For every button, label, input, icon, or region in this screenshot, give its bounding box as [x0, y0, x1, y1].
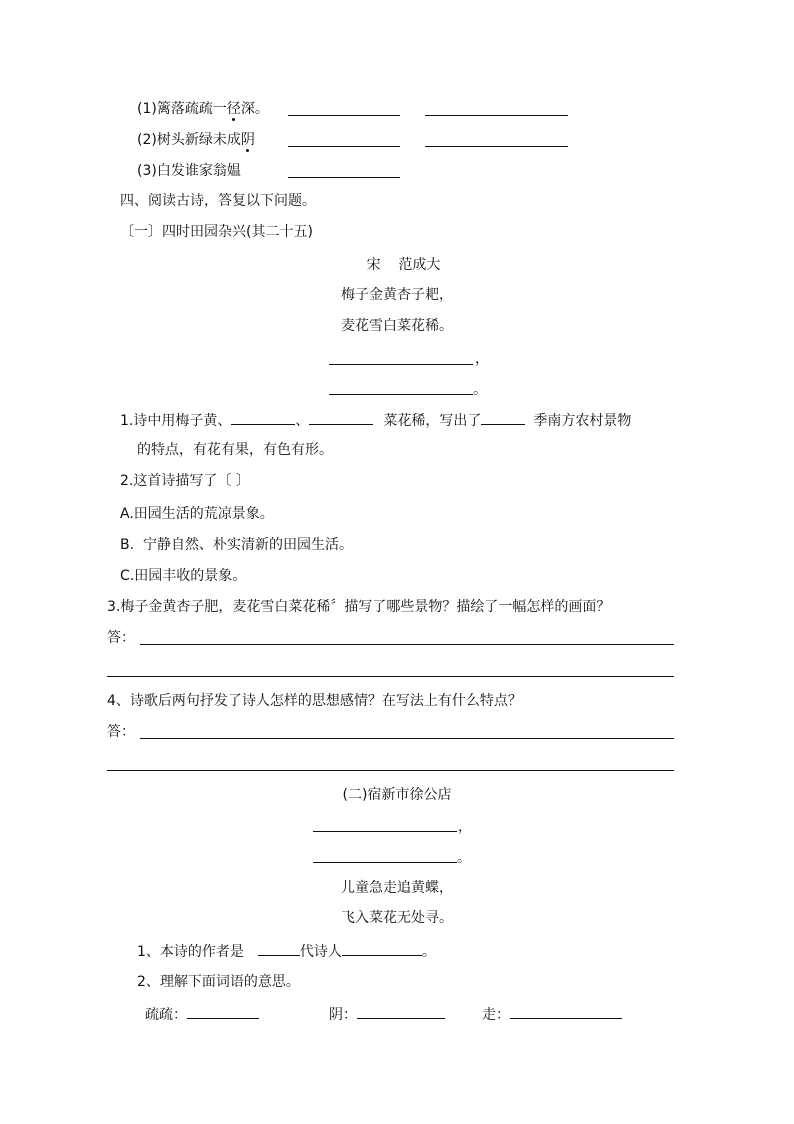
question-3-answer-label: 答： — [107, 630, 135, 646]
vocab-word-2-blank[interactable] — [357, 1004, 445, 1019]
poem-1-blank-2-punct: 。 — [473, 382, 487, 398]
item-3-text: 白发谁家翁媪 — [156, 163, 241, 179]
question-2-option-a[interactable]: A.田园生活的荒凉景象。 — [120, 506, 274, 522]
item-1-text-end: 深。 — [240, 101, 269, 117]
poem-1-author: 宋 范成大 — [366, 257, 441, 273]
question-vocab-stem: 2、理解下面词语的意思。 — [137, 974, 300, 990]
question-1-part-a: 1.诗中用梅子黄、 — [120, 413, 232, 429]
question-1-blank-1[interactable] — [231, 410, 295, 425]
poem-2-title: (二)宿新市徐公店 — [342, 787, 452, 803]
poem-1-title: 〔一〕四时田园杂兴(其二十五) — [120, 224, 313, 240]
question-author-part-c: 。 — [421, 944, 436, 960]
poem-1-line-1: 梅子金黄杏子耙， — [341, 287, 453, 303]
poem-1-blank-1-punct: ， — [475, 351, 489, 367]
question-2-option-c[interactable]: C.田园丰收的景象。 — [120, 568, 247, 584]
question-1 — [120, 410, 631, 431]
item-2-blank-2[interactable] — [425, 146, 568, 147]
vocab-word-1-blank[interactable] — [187, 1004, 259, 1019]
vocab-word-3-blank[interactable] — [510, 1004, 622, 1019]
question-1-continued: 的特点，有花有果，有色有形。 — [137, 442, 333, 458]
poem-2-blank-line-2[interactable] — [313, 862, 457, 863]
item-2-number: (2) — [137, 132, 157, 148]
poem-2-blank-2-punct: 。 — [457, 850, 471, 866]
item-1-blank-2[interactable] — [425, 115, 568, 116]
question-4-answer-line-2[interactable] — [107, 770, 674, 771]
question-4-answer-line-1[interactable] — [140, 738, 674, 739]
item-1-dotted-char: 径 — [226, 101, 241, 117]
poem-1-blank-line-3[interactable] — [329, 364, 473, 365]
vocab-word-2 — [329, 1004, 445, 1025]
question-3-stem: 3.梅子金黄杏子肥，麦花雪白菜花稀〞描写了哪些景物？描绘了一幅怎样的画面？ — [107, 599, 611, 615]
poem-2-line-4: 飞入菜花无处寻。 — [341, 910, 453, 926]
question-author — [137, 941, 436, 962]
item-3-blank-1[interactable] — [288, 177, 400, 178]
vocab-word-3 — [482, 1004, 622, 1025]
section-4-heading: 四、阅读古诗，答复以下问题。 — [120, 193, 316, 209]
poem-1-line-2: 麦花雪白菜花稀。 — [341, 318, 453, 334]
poem-2-line-3: 儿童急走追黄蝶， — [341, 880, 453, 896]
item-2 — [137, 130, 255, 150]
item-2-dotted-char: 阴 — [240, 132, 255, 148]
item-1-text: 篱落疏疏一 — [156, 101, 227, 117]
vocab-word-1-label: 疏疏： — [145, 1007, 187, 1023]
question-author-name-blank[interactable] — [342, 941, 422, 956]
question-author-dynasty-blank[interactable] — [258, 941, 300, 956]
question-1-part-b: 、 — [295, 413, 310, 429]
poem-2-blank-line-1[interactable] — [313, 831, 457, 832]
item-1 — [137, 99, 269, 119]
question-3-answer-line-2[interactable] — [107, 676, 674, 677]
question-1-blank-2[interactable] — [309, 410, 373, 425]
question-3-answer-line-1[interactable] — [140, 644, 674, 645]
question-author-part-a: 1、本诗的作者是 — [137, 944, 244, 960]
vocab-word-1 — [145, 1004, 259, 1025]
vocab-word-2-label: 阴： — [329, 1007, 357, 1023]
question-2-option-b[interactable]: B. 宁静自然、朴实清新的田园生活。 — [120, 537, 353, 553]
item-2-blank-1[interactable] — [288, 146, 400, 147]
question-4-answer-label: 答： — [107, 724, 135, 740]
item-1-number: (1) — [137, 101, 157, 117]
question-2-stem: 2.这首诗描写了〔 〕 — [120, 473, 250, 489]
poem-1-blank-line-4[interactable] — [329, 394, 473, 395]
item-3-number: (3) — [137, 163, 157, 179]
vocab-word-3-label: 走： — [482, 1007, 510, 1023]
item-1-blank-1[interactable] — [288, 115, 400, 116]
question-1-part-c: 菜花稀，写出了 — [383, 413, 482, 429]
question-4-stem: 4、诗歌后两句抒发了诗人怎样的思想感情？在写法上有什么特点？ — [107, 693, 522, 709]
item-2-text: 树头新绿未成 — [156, 132, 241, 148]
question-1-blank-3[interactable] — [481, 410, 525, 425]
item-3 — [137, 161, 241, 181]
poem-2-blank-1-punct: ， — [458, 819, 472, 835]
question-1-part-d: 季南方农村景物 — [533, 413, 632, 429]
question-author-part-b: 代诗人 — [299, 944, 342, 960]
